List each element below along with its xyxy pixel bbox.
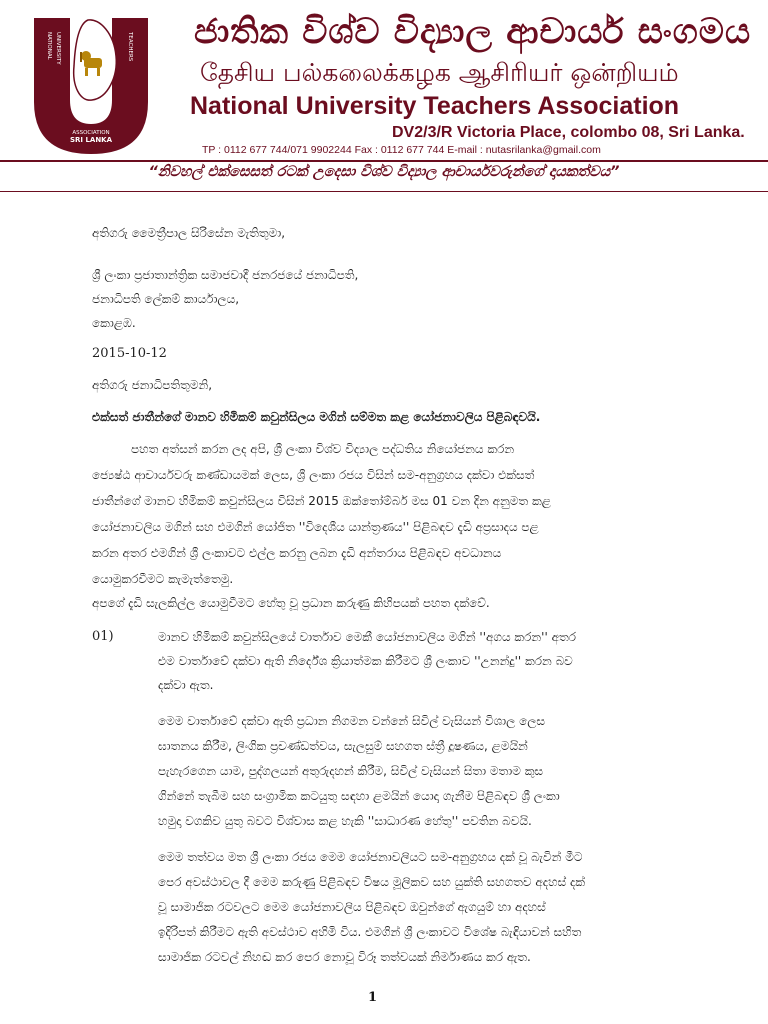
intro-line: යෝජනාවලිය මගින් සහ එමගින් යෝජිත ''විදෙශීය යාන්ත්‍රණය'' පිළිබඳව දැඩි අප්‍රසාදය පළ xyxy=(92,520,539,534)
findings-line: ගින්නේ තැබීම සහ සංග්‍රාමික කටයුතු සඳහා ළමයින් යොදා ගැනීම පිළිබඳව ශ්‍රී ලංකා xyxy=(158,789,560,803)
intro-line: පහත අත්සන් කරන ලද අපි, ශ්‍රී ලංකා විශ්ව විද්‍යාල පද්ධතිය නියෝජනය කරන xyxy=(131,442,515,456)
address-line: DV2/3/R Victoria Place, colombo 08, Sri Lanka. xyxy=(392,124,745,141)
item-line: මානව හිමිකම් කවුන්සිලයේ වාර්තාව මෙකී යෝජනාවලිය මගින් ''අගය කරන'' අතර xyxy=(158,630,576,644)
intro-line: ජ්‍යෙෂ්ඨ ආචාර්යවරු කණ්ඩායමක් ලෙස, ශ්‍රී ලංකා රජය විසින් සම-අනුග්‍රහය දක්වා එක්සත් xyxy=(92,468,535,482)
address-line-2: ජනාධිපති ලේකම් කාර්යාලය, xyxy=(92,292,240,306)
item-line: එම වාර්තාවේ දක්වා ඇති නිර්දේශ ක්‍රියාත්මක කිරීමට ශ්‍රී ලංකාව ''උනන්දු'' කරන බව xyxy=(158,654,573,668)
consequence-line: මෙම තත්වය මත ශ්‍රී ලංකා රජය මෙම යෝජනාවලියට සම-අනුග්‍රහය දක් වූ බැවින් මීට xyxy=(158,850,583,864)
findings-line: මෙම වාර්තාවේ දක්වා ඇති ප්‍රධාන නිගමන වන්නේ සිවිල් වැසියන් විශාල ලෙස xyxy=(158,714,546,728)
findings-line: හමුදා වගකිව යුතු බවට විශ්වාස කළ හැකි ''සාධාරණ හේතු'' පවතින බවයි. xyxy=(158,814,532,828)
page-number: 1 xyxy=(368,990,378,1005)
address-line-1: ශ්‍රී ලංකා ප්‍රජාතාන්ත්‍රික සමාජවාදී ජනරජයේ ජනාධිපති, xyxy=(92,268,359,282)
consequence-line: පෙර අවස්ථාවල දී මෙම කරුණු පිළිබඳව විෂය මූලිකව සහ යුක්ති සහගතව අදහස් දක් xyxy=(158,875,586,889)
salutation-to: අතිගරු මෛත්‍රීපාල සිරිසේන මැතිතුමා, xyxy=(92,226,286,240)
letter-date: 2015-10-12 xyxy=(92,346,167,361)
item-number: 01) xyxy=(92,629,114,644)
address-line-3: කොළඹ. xyxy=(92,316,136,330)
letterhead-divider xyxy=(0,160,768,162)
consequence-line: සාමාජික රටවල් නිහඬ කර පෙර නොවූ විරූ තත්වයක් නිර්මාණය කර ඇත. xyxy=(158,950,531,964)
logo-vertical-left-text: NATIONAL xyxy=(46,32,52,60)
intro-line: ජාතීන්ගේ මානව හිමිකම් කවුන්සිලය විසින් 2015 ඔක්තෝම්බර් මස 01 වන දින අනුමත කළ xyxy=(92,494,551,508)
intro-line: කරන අතර එමගින් ශ්‍රී ලංකාවට එල්ල කරනු ලබන දැඩි අන්තරාය පිළිබඳව අවධානය xyxy=(92,546,502,560)
subject-line: එක්සත් ජාතීන්ගේ මානව හිමිකම් කවුන්සිලය මගින් සම්මත කළ යෝජනාවලිය පිළිබඳවයි. xyxy=(92,410,541,424)
intro-line: යොමුකරවීමට කැමැත්තෙමු. xyxy=(92,572,234,586)
findings-line: පැහැරගෙන යාම, පුද්ගලයන් අතුරුදහන් කිරීම, සිවිල් වැසියන් සිතා මතාම කුස xyxy=(158,764,544,778)
concern-line: අපගේ දැඩි සැලකිල්ල යොමුවීමට හේතු වූ ප්‍රධාන කරුණු කිහිපයක් පහත දක්වේ. xyxy=(92,596,490,610)
item-line: දක්වා ඇත. xyxy=(158,678,214,692)
motto: “නිවහල් එක්සෙසත් රටක් උදෙසා විශ්ව විද්‍යාල ආචාර්යවරුන්ගේ දායකත්වය” xyxy=(148,164,620,180)
findings-line: ඝාතනය කිරීම, ලිංගික ප්‍රචණ්ඩත්වය, සැලසුම් සහගත ස්ත්‍රී දූෂණය, ළමයින් xyxy=(158,739,528,753)
english-title: National University Teachers Association xyxy=(190,92,680,120)
contact-line: TP : 0112 677 744/071 9902244 Fax : 0112 677 744 E-mail : nutasrilanka@gmail.com xyxy=(202,144,601,156)
logo-bottom-text: ASSOCIATION xyxy=(72,130,110,136)
association-logo xyxy=(30,16,152,156)
letterhead xyxy=(0,0,768,162)
logo-vertical-mid-text: UNIVERSITY xyxy=(55,32,61,65)
logo-country-text: SRI LANKA xyxy=(69,136,113,144)
motto-divider xyxy=(0,191,768,192)
greeting: අතිගරු ජනාධිපතිතුමනි, xyxy=(92,378,213,392)
consequence-line: ඉදිරිපත් කිරීමට ඇති අවස්ථාව අහිමි විය. එමගින් ශ්‍රී ලංකාවට විශේෂ බැඳියාවන් සහිත xyxy=(158,925,582,939)
logo-vertical-right-text: TEACHERS xyxy=(127,32,133,62)
sinhala-title: ජාතික විශ්ව විද්‍යාල ආචාර්ය සංගමය xyxy=(194,12,752,52)
consequence-line: වූ සාමාජික රටවලට මෙම යෝජනාවලිය පිළිබඳව ඔවුන්ගේ ඇගයුම් හා අදහස් xyxy=(158,900,546,914)
tamil-title: தேசிய பல்கலைக்கழக ஆசிரியர் ஒன்றியம் xyxy=(200,58,679,87)
